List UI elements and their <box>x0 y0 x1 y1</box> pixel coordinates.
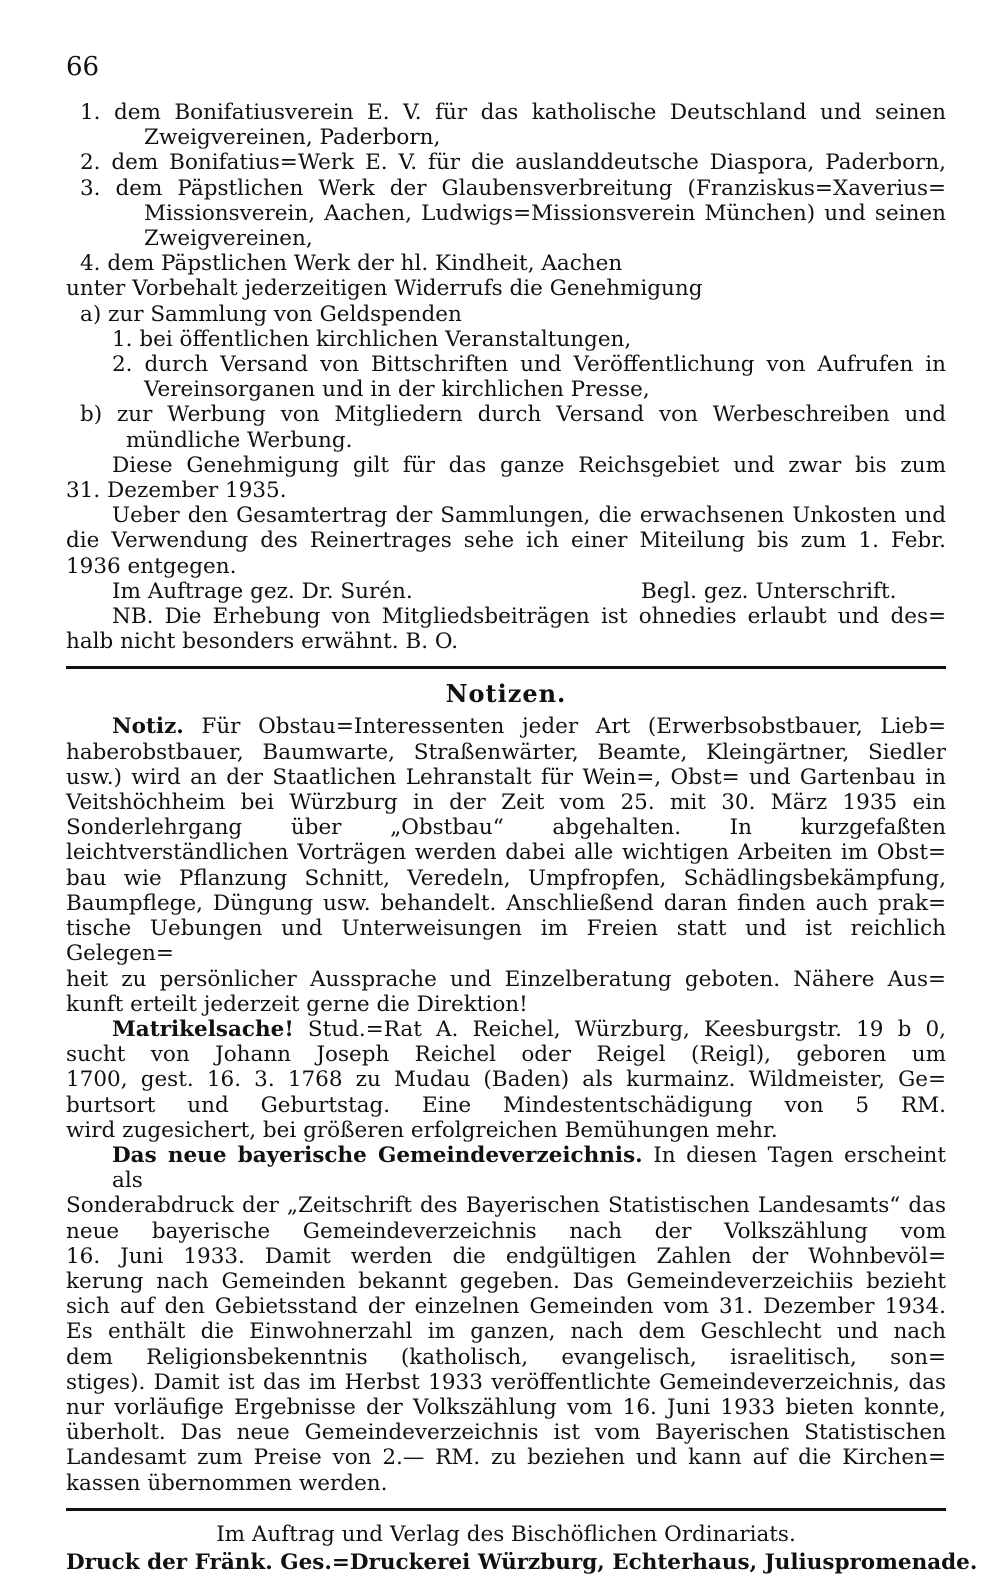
text-line: Ueber den Gesamtertrag der Sammlungen, die erwachsenen Unkosten und <box>112 503 946 529</box>
signature-line <box>66 579 946 604</box>
text-line: b) zur Werbung von Mitgliedern durch Versand von Werbeschreiben und <box>80 402 946 428</box>
text-line: 2. dem Bonifatius=Werk E. V. für die auslanddeutsche Diaspora, Paderborn, <box>80 150 946 176</box>
notice-obstbau <box>66 714 946 1016</box>
divider-rule <box>66 666 946 669</box>
imprint-publisher: Im Auftrag und Verlag des Bischöflichen Ordinariats. <box>216 1521 796 1547</box>
text-line: burtsort und Geburtstag. Eine Mindestentschädigung von 5 RM. <box>66 1092 946 1118</box>
text-line: Diese Genehmigung gilt für das ganze Reichsgebiet und zwar bis zum <box>112 452 946 478</box>
text-line: sich auf den Gebietsstand der einzelnen Gemeinden vom 31. Dezember 1934. <box>66 1294 946 1320</box>
notice-lead: Notiz. <box>112 714 184 740</box>
text-line: Sonderabdruck der „Zeitschrift des Bayerischen Statistischen Landesamts“ das <box>66 1193 946 1219</box>
decree-body <box>66 100 946 654</box>
text-line: neue bayerische Gemeindeverzeichnis nach der Volkszählung vom <box>66 1218 946 1244</box>
text-line: Matrikelsache! Stud.=Rat A. Reichel, Würzburg, Keesburgstr. 19 b 0, <box>112 1016 946 1042</box>
signature-right: Begl. gez. Unterschrift. <box>641 578 897 604</box>
signature-left: Im Auftrage gez. Dr. Surén. <box>112 578 413 604</box>
text-line: kassen übernommen werden. <box>66 1470 388 1496</box>
text-line: Zweigvereinen, Paderborn, <box>144 125 441 151</box>
text-line: a) zur Sammlung von Geldspenden <box>80 301 462 327</box>
text-line: Sonderlehrgang über „Obstbau“ abgehalten. In kurzgefaßten <box>66 815 946 841</box>
text-line: 1. dem Bonifatiusverein E. V. für das katholische Deutschland und seinen <box>80 100 946 125</box>
footer-rule <box>66 1508 946 1511</box>
text-line: 2. durch Versand von Bittschriften und Veröffentlichung von Aufrufen in <box>112 352 946 378</box>
text-line: 1936 entgegen. <box>66 553 237 579</box>
text-line: Landesamt zum Preise von 2.— RM. zu beziehen und kann auf die Kirchen= <box>66 1445 946 1471</box>
text-line: Das neue bayerische Gemeindeverzeichnis. In diesen Tagen erscheint als <box>112 1142 946 1194</box>
document-page <box>66 52 978 1577</box>
text-line: Zweigvereinen, <box>144 226 313 252</box>
text-line: 1700, gest. 16. 3. 1768 zu Mudau (Baden) als kurmainz. Wildmeister, Ge= <box>66 1067 946 1093</box>
text-line: nur vorläufige Ergebnisse der Volkszählung vom 16. Juni 1933 bieten konnte, <box>66 1394 946 1420</box>
text-line: tische Uebungen und Unterweisungen im Freien statt und ist reichlich Gelegen= <box>66 916 946 967</box>
imprint <box>66 1521 978 1577</box>
text-line: leichtverständlichen Vorträgen werden dabei alle wichtigen Arbeiten im Obst= <box>66 840 946 866</box>
nb-line: halb nicht besonders erwähnt. B. O. <box>66 629 459 655</box>
text-line: haberobstbauer, Baumwarte, Straßenwärter, Beamte, Kleingärtner, Siedler <box>66 739 946 765</box>
imprint-printer: Druck der Fränk. Ges.=Druckerei Würzburg, Echterhaus, Juliuspromenade. <box>66 1549 978 1575</box>
text-line: wird zugesichert, bei größeren erfolgreichen Bemühungen mehr. <box>66 1117 778 1143</box>
text-line: dem Religionsbekenntnis (katholisch, evangelisch, israelitisch, son= <box>66 1344 946 1370</box>
notice-lead: Matrikelsache! <box>112 1016 294 1042</box>
text-line: usw.) wird an der Staatlichen Lehranstalt für Wein=, Obst= und Gartenbau in <box>66 764 946 790</box>
section-heading: Notizen. <box>445 679 567 709</box>
text-line: kunft erteilt jederzeit gerne die Direktion! <box>66 991 528 1017</box>
text-line: 16. Juni 1933. Damit werden die endgültigen Zahlen der Wohnbevöl= <box>66 1243 946 1269</box>
text-line: stiges). Damit ist das im Herbst 1933 veröffentlichte Gemeindeverzeichnis, das <box>66 1369 946 1395</box>
text-line: Baumpflege, Düngung usw. behandelt. Anschließend daran finden auch prak= <box>66 890 946 916</box>
text-line: sucht von Johann Joseph Reichel oder Reigel (Reigl), geboren um <box>66 1042 946 1068</box>
text-line: 3. dem Päpstlichen Werk der Glaubensverbreitung (Franziskus=Xaverius= <box>80 175 946 201</box>
text-line: bau wie Pflanzung Schnitt, Veredeln, Umpfropfen, Schädlingsbekämpfung, <box>66 865 946 891</box>
text-line: 4. dem Päpstlichen Werk der hl. Kindheit, Aachen <box>80 251 623 277</box>
nb-line: NB. Die Erhebung von Mitgliedsbeiträgen ist ohnedies erlaubt und des= <box>112 604 946 630</box>
text-line: Missionsverein, Aachen, Ludwigs=Missionsverein München) und seinen <box>144 200 946 226</box>
notice-matrikelsache <box>66 1017 946 1143</box>
text-line: überholt. Das neue Gemeindeverzeichnis ist vom Bayerischen Statistischen <box>66 1420 946 1446</box>
text-line: heit zu persönlicher Aussprache und Einzelberatung geboten. Nähere Aus= <box>66 966 946 992</box>
text-line: Notiz. Für Obstau=Interessenten jeder Art (Erwerbsobstbauer, Lieb= <box>112 714 946 740</box>
text-line: 31. Dezember 1935. <box>66 478 287 504</box>
text-line: Veitshöchheim bei Würzburg in der Zeit vom 25. mit 30. März 1935 ein <box>66 790 946 816</box>
text-line: Vereinsorganen und in der kirchlichen Presse, <box>144 377 650 403</box>
text-line: mündliche Werbung. <box>126 427 353 453</box>
text-line: unter Vorbehalt jederzeitigen Widerrufs die Genehmigung <box>66 276 703 302</box>
notice-gemeindeverzeichnis <box>66 1143 946 1496</box>
notice-lead: Das neue bayerische Gemeindeverzeichnis. <box>112 1142 643 1168</box>
text-line: kerung nach Gemeinden bekannt gegeben. Das Gemeindeverzeichiis bezieht <box>66 1268 946 1294</box>
text-line: Es enthält die Einwohnerzahl im ganzen, nach dem Geschlecht und nach <box>66 1319 946 1345</box>
text-line: die Verwendung des Reinertrages sehe ich einer Miteilung bis zum 1. Febr. <box>66 528 946 554</box>
text-line: 1. bei öffentlichen kirchlichen Veranstaltungen, <box>112 326 632 352</box>
page-number: 66 <box>66 52 100 82</box>
